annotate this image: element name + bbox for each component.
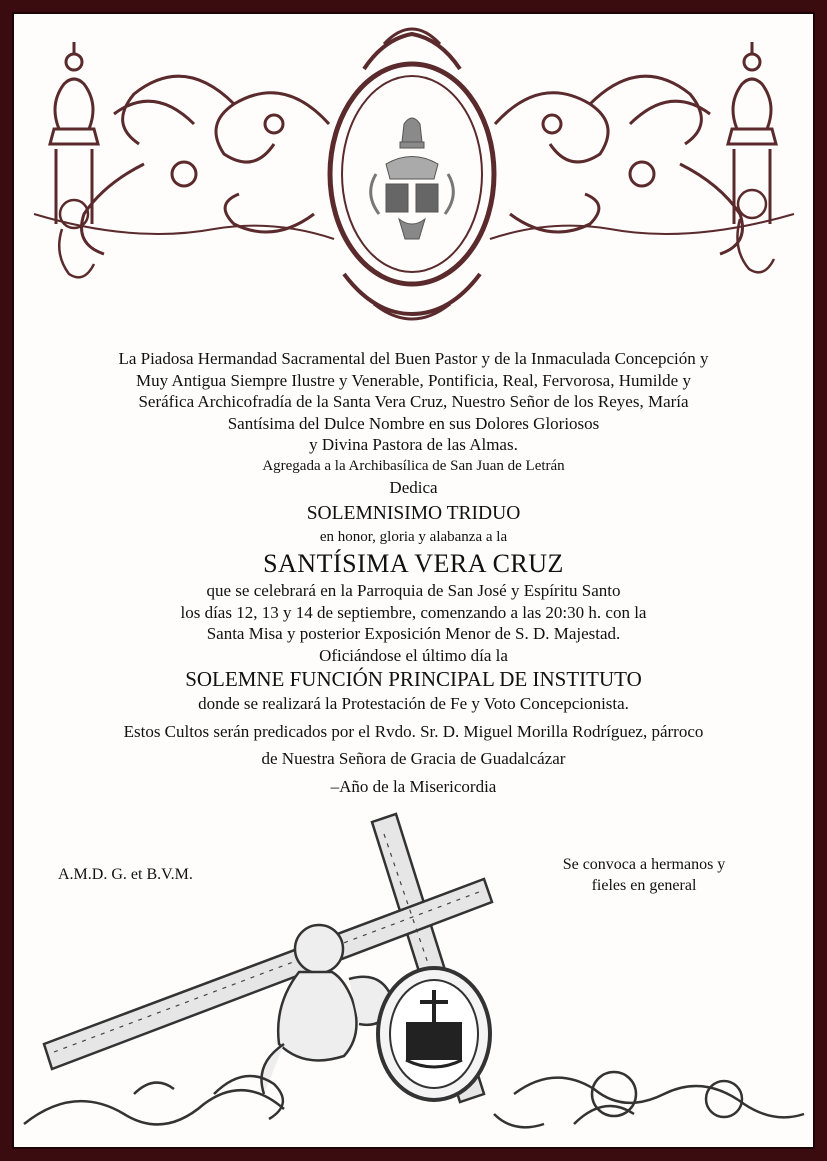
aggregated-line: Agregada a la Archibasílica de San Juan de Letrán: [262, 457, 565, 474]
schedule-line: los días 12, 13 y 14 de septiembre, comenzando a las 20:30 h. con la: [180, 602, 647, 622]
intro-line: Muy Antigua Siempre Ilustre y Venerable, Pontificia, Real, Fervorosa, Humilde y: [136, 370, 691, 390]
papal-coat-of-arms-icon: [371, 118, 454, 239]
intro-line: y Divina Pastora de las Almas.: [309, 435, 518, 454]
shield-medallion-icon: [378, 968, 490, 1100]
document-page: [12, 12, 815, 1149]
year-line: –Año de la Misericordia: [330, 776, 497, 796]
convocation-line: Se convoca a hermanos y: [562, 856, 726, 873]
cross-engraving-icon: [14, 794, 813, 1147]
convocation-line: fieles en general: [591, 877, 697, 894]
schedule-line: que se celebrará en la Parroquia de San José y Espíritu Santo: [206, 581, 621, 600]
function-title: SOLEMNE FUNCIÓN PRINCIPAL DE INSTITUTO: [185, 667, 642, 691]
intro-line: Seráfica Archicofradía de la Santa Vera Cruz, Nuestro Señor de los Reyes, María: [138, 392, 689, 411]
main-title: SANTÍSIMA VERA CRUZ: [263, 549, 564, 578]
triduo-title: SOLEMNISIMO TRIDUO: [306, 502, 521, 524]
preacher-line: Estos Cultos serán predicados por el Rvdo. Sr. D. Miguel Morilla Rodríguez, párroco: [123, 721, 704, 741]
schedule-line: Oficiándose el último día la: [319, 645, 508, 665]
cherub-icon: [262, 925, 395, 1094]
dedica-line: Dedica: [389, 478, 438, 497]
schedule-line: Santa Misa y posterior Exposición Menor de S. D. Majestad.: [206, 624, 621, 643]
invitation-text: [34, 348, 793, 797]
intro-line: La Piadosa Hermandad Sacramental del Buen Pastor y de la Inmaculada Concepción y: [118, 349, 709, 368]
baroque-cartouche-icon: [14, 14, 813, 344]
motto: A.M.D. G. et B.V.M.: [58, 866, 193, 883]
preacher-line: de Nuestra Señora de Gracia de Guadalcázar: [261, 749, 566, 768]
protestation-line: donde se realizará la Protestación de Fe y Voto Concepcionista.: [198, 694, 629, 713]
intro-line: Santísima del Dulce Nombre en sus Dolores Gloriosos: [227, 413, 600, 433]
honor-line: en honor, gloria y alabanza a la: [319, 528, 508, 545]
